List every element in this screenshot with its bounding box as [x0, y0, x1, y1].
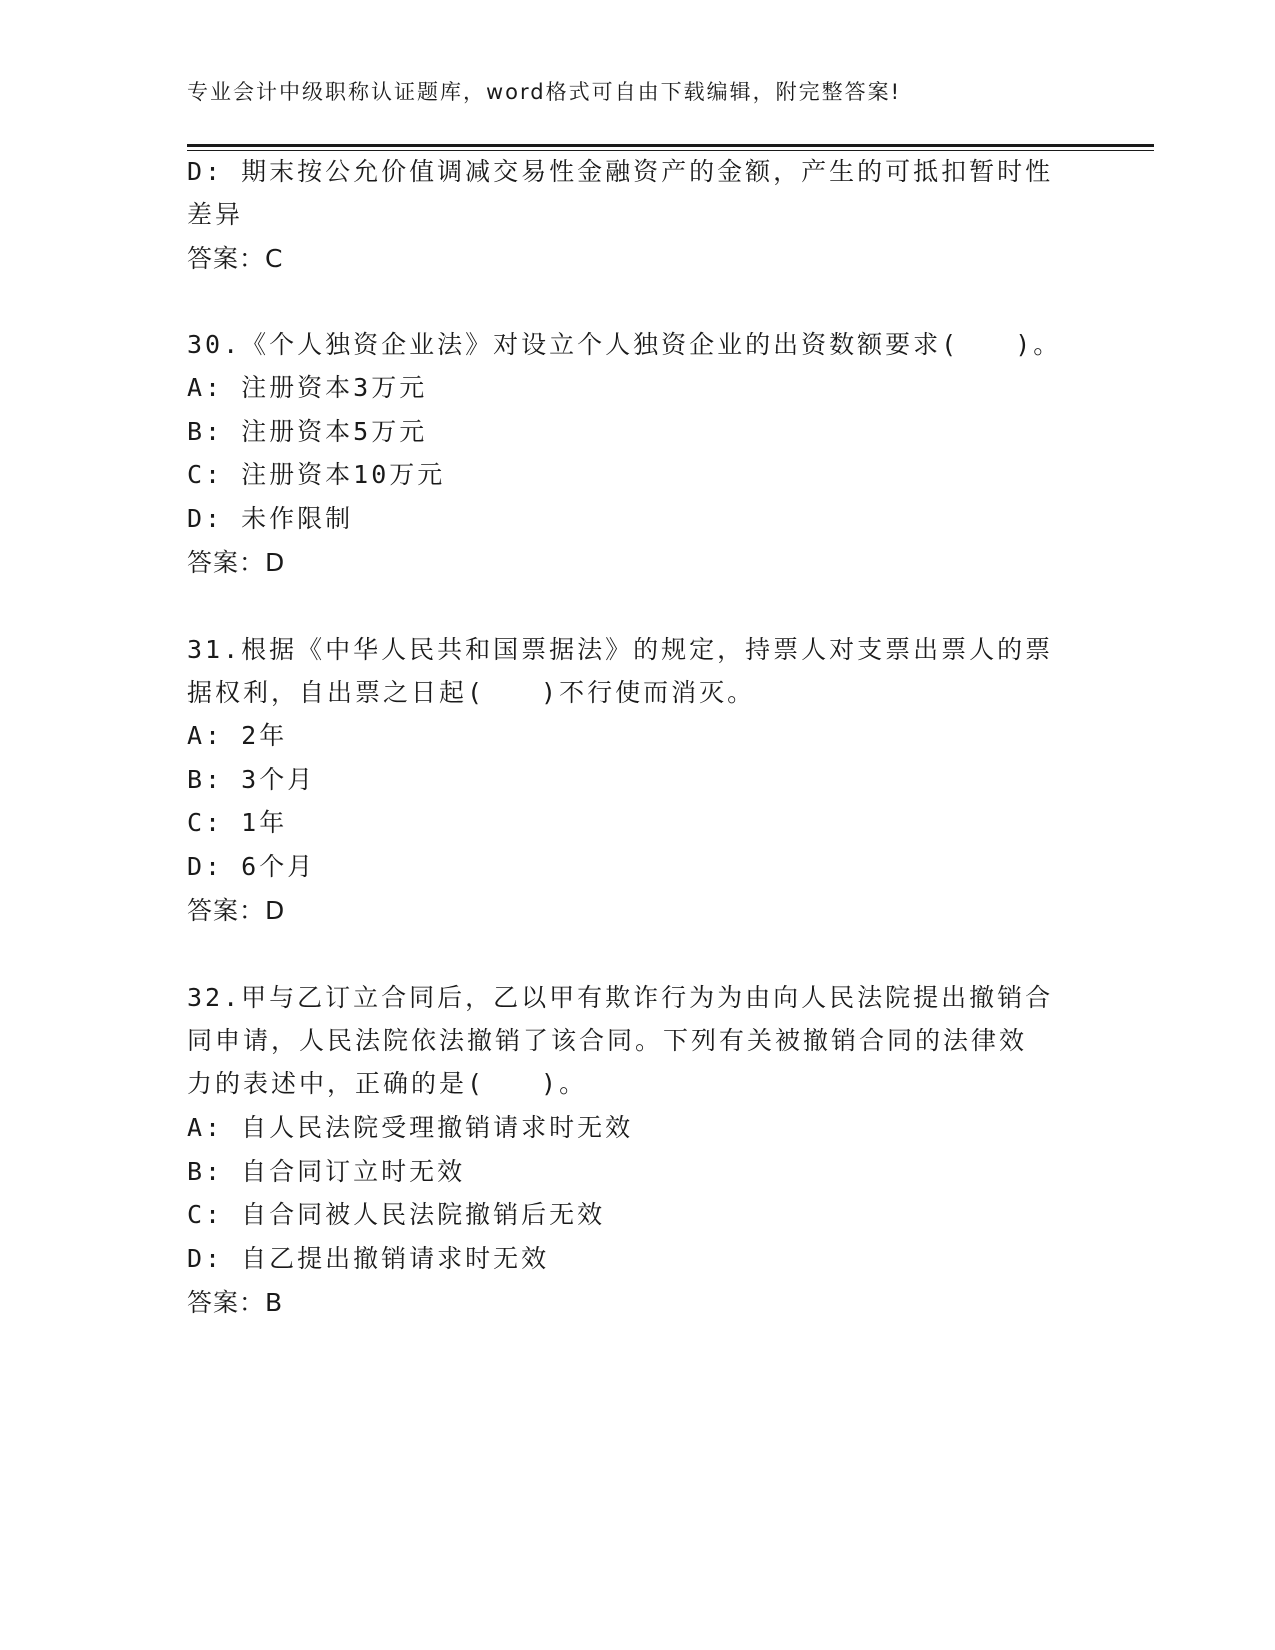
question-32-option-c: C: 自合同被人民法院撤销后无效	[187, 1200, 606, 1229]
question-30-option-a: A: 注册资本3万元	[187, 373, 428, 402]
question-31-option-d: D: 6个月	[187, 852, 316, 881]
answer-29: 答案：C	[187, 244, 284, 273]
question-31-option-c: C: 1年	[187, 808, 288, 837]
question-30-line-1: 30.《个人独资企业法》对设立个人独资企业的出资数额要求( )。	[187, 330, 1062, 359]
question-31-option-a: A: 2年	[187, 721, 288, 750]
answer-32: 答案：B	[187, 1288, 284, 1317]
header-rule-thick	[187, 144, 1154, 147]
question-31-line-1: 31.根据《中华人民共和国票据法》的规定，持票人对支票出票人的票	[187, 635, 1054, 664]
question-30-option-b: B: 注册资本5万元	[187, 417, 428, 446]
question-31-option-b: B: 3个月	[187, 765, 316, 794]
question-31-line-2: 据权利，自出票之日起( )不行使而消灭。	[187, 678, 756, 707]
answer-30: 答案：D	[187, 548, 286, 577]
question-30-option-d: D: 未作限制	[187, 504, 354, 533]
question-32-line-1: 32.甲与乙订立合同后，乙以甲有欺诈行为为由向人民法院提出撤销合	[187, 983, 1054, 1012]
question-32-option-b: B: 自合同订立时无效	[187, 1157, 466, 1186]
option-d-line-2: 差异	[187, 200, 244, 229]
question-32-option-d: D: 自乙提出撤销请求时无效	[187, 1244, 550, 1273]
option-d-line-1: D: 期末按公允价值调减交易性金融资产的金额，产生的可抵扣暂时性	[187, 157, 1054, 186]
page-header: 专业会计中级职称认证题库，word格式可自由下载编辑，附完整答案!	[187, 80, 902, 104]
question-32-line-2: 同申请，人民法院依法撤销了该合同。下列有关被撤销合同的法律效	[187, 1026, 1028, 1055]
answer-31: 答案：D	[187, 896, 286, 925]
question-32-line-3: 力的表述中，正确的是( )。	[187, 1069, 588, 1098]
header-rule-thin	[187, 150, 1154, 151]
question-30-option-c: C: 注册资本10万元	[187, 460, 446, 489]
question-32-option-a: A: 自人民法院受理撤销请求时无效	[187, 1113, 634, 1142]
